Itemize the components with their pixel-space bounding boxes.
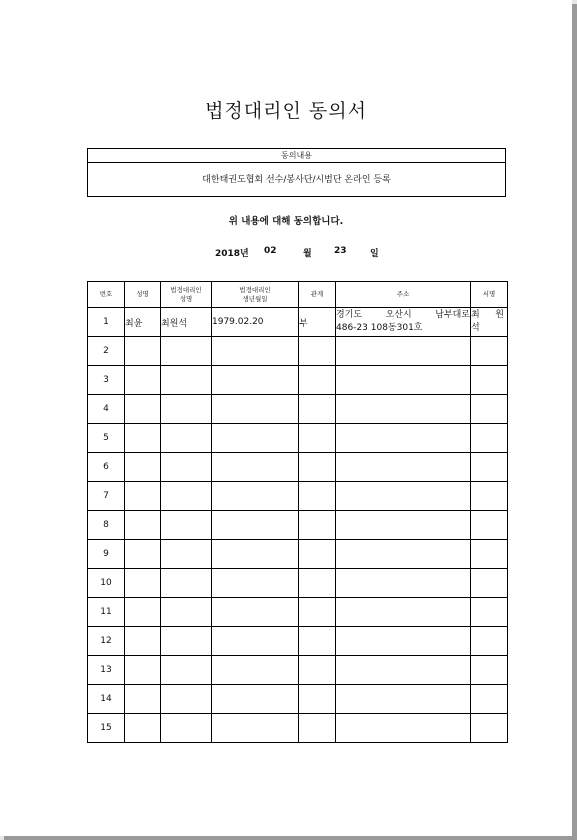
cell-relation <box>299 656 336 685</box>
cell-signature <box>471 366 508 395</box>
cell-relation <box>299 337 336 366</box>
date-day-unit: 일 <box>370 249 379 259</box>
col-header-signature: 서명 <box>471 282 508 308</box>
cell-signature <box>471 482 508 511</box>
cell-address <box>336 627 471 656</box>
cell-relation <box>299 714 336 743</box>
cell-no: 3 <box>88 366 125 395</box>
cell-guardian-name <box>161 482 212 511</box>
cell-relation <box>299 482 336 511</box>
cell-name <box>125 540 161 569</box>
cell-no: 12 <box>88 627 125 656</box>
cell-no: 7 <box>88 482 125 511</box>
cell-relation <box>299 627 336 656</box>
cell-guardian-birth <box>212 627 299 656</box>
col-header-name: 성명 <box>125 282 161 308</box>
cell-guardian-birth <box>212 337 299 366</box>
guardian-table <box>87 281 508 743</box>
document-title: 법정대리인 동의서 <box>205 100 367 122</box>
date-day: 23 <box>334 246 347 256</box>
cell-signature <box>471 569 508 598</box>
consent-header: 동의내용 <box>88 149 505 163</box>
cell-no: 13 <box>88 656 125 685</box>
cell-relation <box>299 511 336 540</box>
cell-guardian-name <box>161 714 212 743</box>
cell-name <box>125 598 161 627</box>
table-row <box>88 656 508 685</box>
col-header-guardian-birth <box>212 282 299 308</box>
table-row <box>88 453 508 482</box>
col-header-guardian-name <box>161 282 212 308</box>
cell-address <box>336 598 471 627</box>
page-shadow <box>4 836 577 840</box>
col-header-label: 법정대리인 <box>170 285 202 294</box>
table-row <box>88 714 508 743</box>
cell-relation <box>299 569 336 598</box>
cell-no: 2 <box>88 337 125 366</box>
cell-no: 9 <box>88 540 125 569</box>
cell-name <box>125 482 161 511</box>
cell-no: 10 <box>88 569 125 598</box>
cell-guardian-name <box>161 656 212 685</box>
cell-guardian-birth <box>212 424 299 453</box>
date-month-unit: 월 <box>303 249 312 259</box>
cell-no: 14 <box>88 685 125 714</box>
table-row <box>88 482 508 511</box>
cell-no: 4 <box>88 395 125 424</box>
table-row <box>88 627 508 656</box>
date-month: 02 <box>264 246 277 256</box>
cell-signature <box>471 656 508 685</box>
cell-signature <box>471 337 508 366</box>
cell-relation <box>299 598 336 627</box>
cell-guardian-birth <box>212 714 299 743</box>
cell-name <box>125 395 161 424</box>
cell-guardian-name <box>161 395 212 424</box>
cell-address <box>336 308 471 337</box>
col-header-address: 주소 <box>336 282 471 308</box>
cell-address <box>336 453 471 482</box>
cell-name <box>125 424 161 453</box>
cell-relation: 부 <box>299 308 336 337</box>
cell-signature <box>471 540 508 569</box>
table-row <box>88 337 508 366</box>
consent-box <box>87 148 506 197</box>
cell-relation <box>299 540 336 569</box>
cell-no: 5 <box>88 424 125 453</box>
cell-guardian-name <box>161 685 212 714</box>
table-row <box>88 569 508 598</box>
cell-relation <box>299 366 336 395</box>
cell-signature <box>471 308 508 337</box>
agreement-statement: 위 내용에 대해 동의합니다. <box>228 216 344 227</box>
cell-guardian-name <box>161 540 212 569</box>
cell-signature <box>471 627 508 656</box>
page-shadow <box>572 4 577 840</box>
cell-address <box>336 569 471 598</box>
cell-signature <box>471 395 508 424</box>
cell-guardian-birth <box>212 569 299 598</box>
cell-name <box>125 366 161 395</box>
cell-guardian-birth <box>212 395 299 424</box>
col-header-label: 생년월일 <box>242 294 268 303</box>
signature-char: 원 <box>495 310 504 320</box>
cell-address <box>336 337 471 366</box>
cell-guardian-name <box>161 337 212 366</box>
col-header-no: 번호 <box>88 282 125 308</box>
cell-name: 최윤 <box>125 308 161 337</box>
address-word: 경기도 <box>336 310 363 320</box>
cell-address <box>336 685 471 714</box>
cell-address <box>336 366 471 395</box>
cell-name <box>125 453 161 482</box>
cell-guardian-birth <box>212 482 299 511</box>
cell-guardian-name <box>161 627 212 656</box>
table-row <box>88 540 508 569</box>
address-line: 486-23 108동301호 <box>336 323 423 333</box>
address-word: 남부대로 <box>435 310 470 320</box>
cell-address <box>336 424 471 453</box>
date-year: 2018년 <box>215 249 249 259</box>
table-row <box>88 598 508 627</box>
cell-address <box>336 656 471 685</box>
signature-char: 최 <box>471 310 480 320</box>
cell-guardian-birth <box>212 511 299 540</box>
cell-guardian-birth <box>212 685 299 714</box>
cell-name <box>125 685 161 714</box>
cell-signature <box>471 424 508 453</box>
col-header-relation: 관계 <box>299 282 336 308</box>
cell-name <box>125 627 161 656</box>
cell-guardian-name: 최원석 <box>161 308 212 337</box>
cell-signature <box>471 714 508 743</box>
cell-address <box>336 395 471 424</box>
table-header-row <box>88 282 508 308</box>
table-row <box>88 308 508 337</box>
cell-no: 11 <box>88 598 125 627</box>
cell-address <box>336 540 471 569</box>
cell-guardian-name <box>161 424 212 453</box>
cell-no: 6 <box>88 453 125 482</box>
cell-guardian-name <box>161 511 212 540</box>
cell-guardian-birth <box>212 656 299 685</box>
cell-no: 1 <box>88 308 125 337</box>
cell-guardian-name <box>161 453 212 482</box>
cell-relation <box>299 453 336 482</box>
table-row <box>88 685 508 714</box>
cell-name <box>125 569 161 598</box>
cell-name <box>125 337 161 366</box>
cell-relation <box>299 424 336 453</box>
cell-guardian-name <box>161 569 212 598</box>
cell-relation <box>299 395 336 424</box>
cell-name <box>125 511 161 540</box>
cell-address <box>336 511 471 540</box>
cell-guardian-name <box>161 366 212 395</box>
cell-address <box>336 714 471 743</box>
cell-guardian-name <box>161 598 212 627</box>
cell-address <box>336 482 471 511</box>
cell-relation <box>299 685 336 714</box>
cell-signature <box>471 453 508 482</box>
cell-guardian-birth: 1979.02.20 <box>212 308 299 337</box>
cell-name <box>125 714 161 743</box>
cell-name <box>125 656 161 685</box>
col-header-label: 성명 <box>179 294 193 303</box>
address-word: 오산시 <box>385 310 412 320</box>
cell-signature <box>471 598 508 627</box>
cell-signature <box>471 511 508 540</box>
cell-guardian-birth <box>212 453 299 482</box>
consent-content: 대한태권도협회 선수/봉사단/시범단 온라인 등록 <box>202 175 391 185</box>
cell-guardian-birth <box>212 366 299 395</box>
table-row <box>88 424 508 453</box>
table-row <box>88 366 508 395</box>
table-row <box>88 511 508 540</box>
cell-signature <box>471 685 508 714</box>
cell-no: 15 <box>88 714 125 743</box>
cell-guardian-birth <box>212 540 299 569</box>
col-header-label: 법정대리인 <box>239 285 271 294</box>
table-row <box>88 395 508 424</box>
cell-guardian-birth <box>212 598 299 627</box>
signature-line: 석 <box>471 323 480 333</box>
cell-no: 8 <box>88 511 125 540</box>
